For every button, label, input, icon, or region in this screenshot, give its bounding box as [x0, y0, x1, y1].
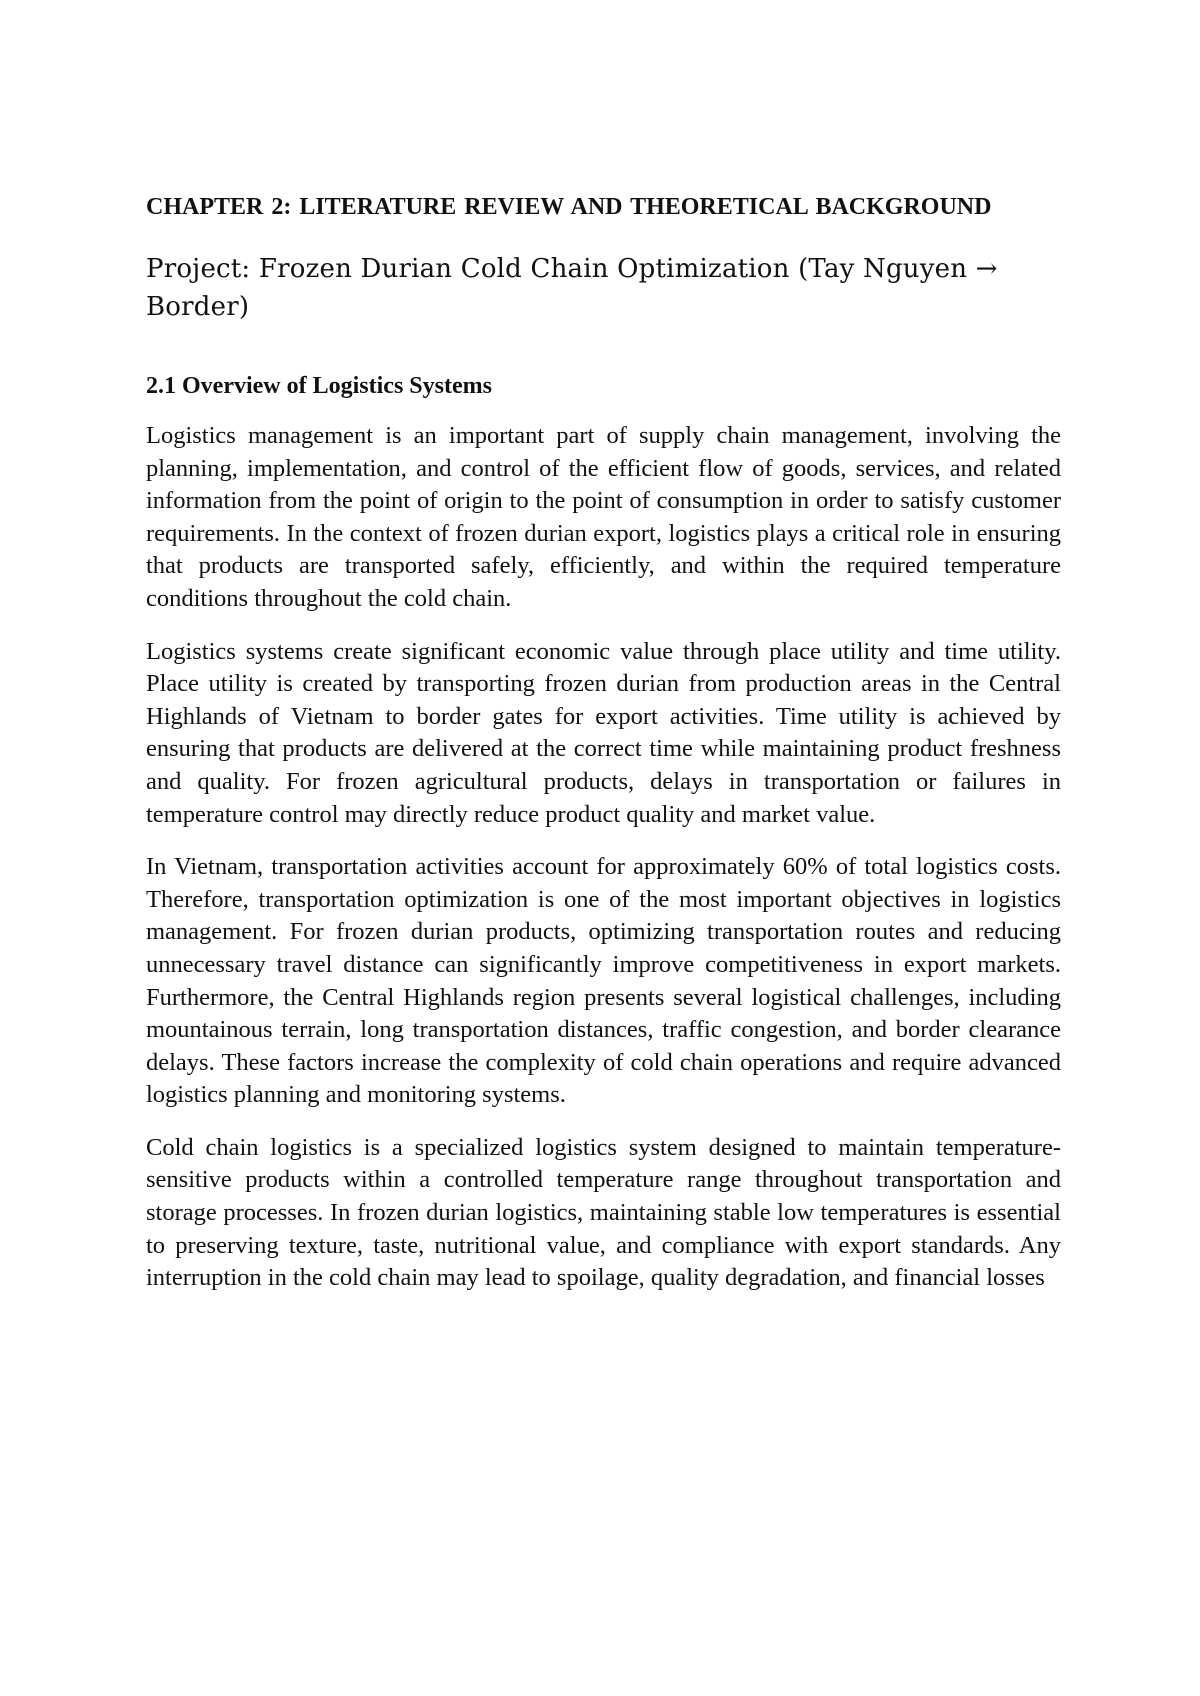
paragraph: Logistics management is an important part of supply chain management, involving the planning, implementation, and control of the efficient flow of goods, services, and related information from the point of origin to the point of consumption in order to satisfy customer requirements. In the context of frozen durian export, logistics plays a critical role in ensuring that products are transported safely, efficiently, and within the required temperature conditions throughout the cold chain.: [146, 422, 1061, 612]
paragraph: Cold chain logistics is a specialized logistics system designed to maintain temperature-sensitive products within a controlled temperature range throughout transportation and storage processes. In frozen durian logistics, maintaining stable low temperatures is essential to preserving texture, taste, nutritional value, and compliance with export standards. Any interruption in the cold chain may lead to spoilage, quality degradation, and financial losses: [146, 1133, 1061, 1292]
document-page: [146, 190, 1061, 1315]
chapter-title: CHAPTER 2: LITERATURE REVIEW AND THEORETICAL BACKGROUND: [146, 194, 992, 220]
paragraph: Logistics systems create significant economic value through place utility and time utility. Place utility is created by transporting frozen durian from production areas in the Central Highlands of Vietnam to border gates for export activities. Time utility is achieved by ensuring that products are delivered at the correct time while maintaining product freshness and quality. For frozen agricultural products, delays in transportation or failures in temperature control may directly reduce product quality and market value.: [146, 637, 1061, 828]
paragraph: In Vietnam, transportation activities account for approximately 60% of total logistics costs. Therefore, transportation optimization is one of the most important objectives in logistics management. For frozen durian products, optimizing transportation routes and reducing unnecessary travel distance can significantly improve competitiveness in export markets. Furthermore, the Central Highlands region presents several logistical challenges, including mountainous terrain, long transportation distances, traffic congestion, and border clearance delays. These factors increase the complexity of cold chain operations and require advanced logistics planning and monitoring systems.: [146, 853, 1061, 1109]
section-heading: 2.1 Overview of Logistics Systems: [146, 373, 492, 399]
project-title: Project: Frozen Durian Cold Chain Optimization (Tay Nguyen → Border): [146, 254, 998, 322]
